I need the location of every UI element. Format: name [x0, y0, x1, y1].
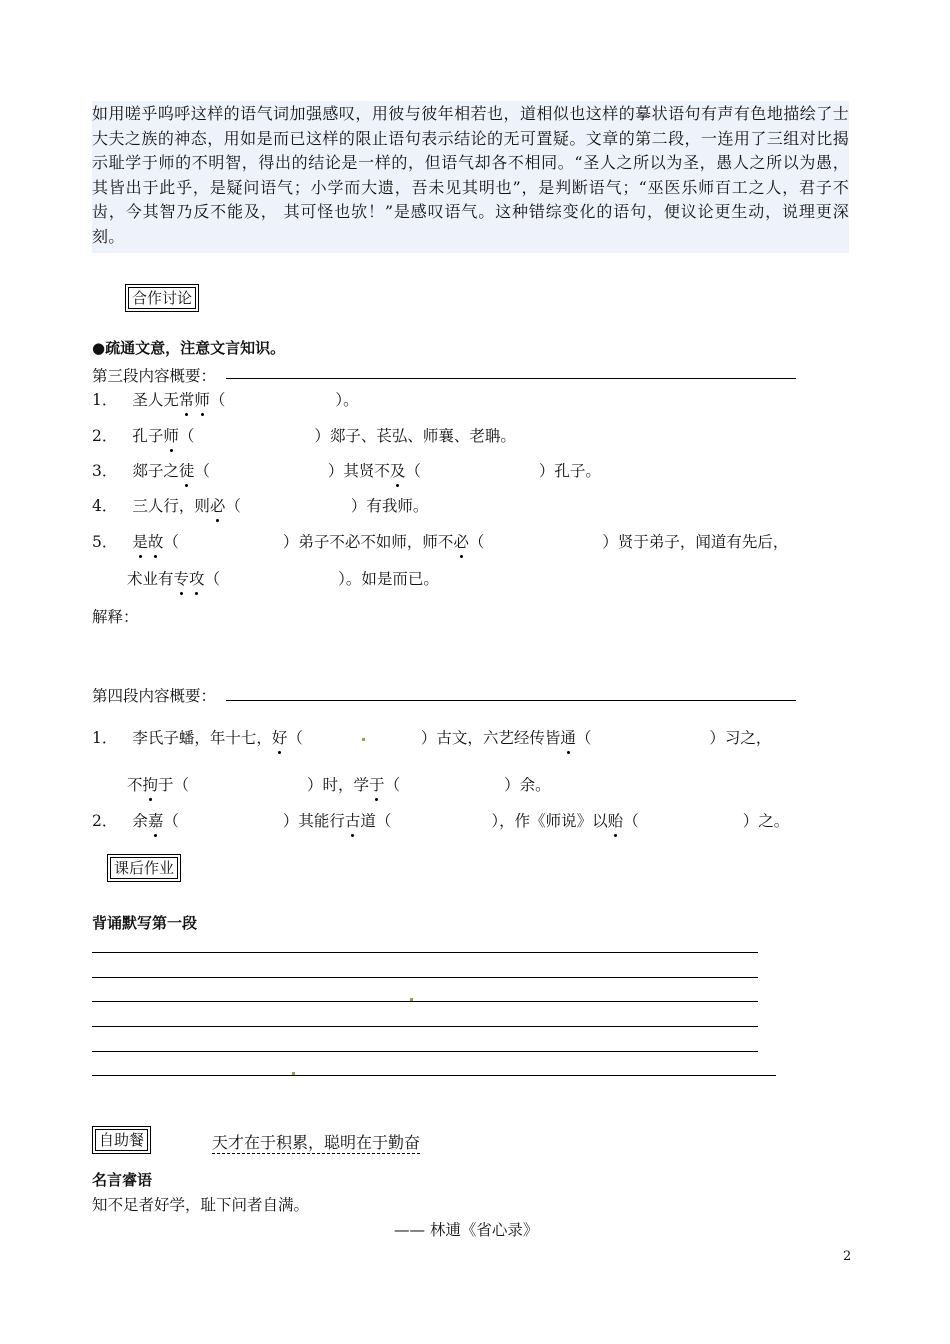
- highlight-marker: [362, 738, 365, 741]
- para4-summary-label: 第四段内容概要：: [92, 687, 217, 705]
- q3-item-3: 3． 郯子之徒（ ）其贤不及（ ）孔子。: [92, 459, 601, 481]
- q3-item-5: 5． 是故（ ）弟子不必不如师，师不必（ ）贤于弟子，闻道有先后，: [92, 530, 788, 552]
- q4-item-1-cont: 不拘于（ ）时，学于（ ）余。: [127, 773, 551, 795]
- q3-item-1: 1． 圣人无常师（ ）。: [92, 388, 359, 410]
- quote-heading: 名言睿语: [92, 1171, 153, 1189]
- highlight-marker: [292, 1072, 295, 1075]
- q4-item-1: 1． 李氏子蟠，年十七，好（ ）古文，六艺经传皆通（ ）习之，: [92, 726, 771, 748]
- writing-line[interactable]: [92, 1075, 776, 1076]
- writing-line[interactable]: [92, 1026, 758, 1027]
- quote-text: 知不足者好学，耻下问者自满。: [92, 1196, 310, 1214]
- para3-summary-label: 第三段内容概要：: [92, 367, 217, 385]
- writing-line[interactable]: [92, 1051, 758, 1052]
- bullet-heading: ●疏通文意，注意文言知识。: [92, 339, 286, 357]
- para4-summary-line[interactable]: [226, 700, 796, 701]
- section-title-homework: [110, 857, 178, 879]
- section-title-buffet: [95, 1129, 148, 1151]
- page-number: 2: [843, 1249, 852, 1264]
- intro-paragraph: 如用嗟乎呜呼这样的语气词加强感叹，用彼与彼年相若也，道相似也这样的摹状语句有声有色地描绘了士大夫之族的神态，用如是而已这样的限止语句表示结论的无可置疑。文章的第二段，一连用了三组对比揭示耻学于师的不明智，得出的结论是一样的，但语气却各不相同。“圣人之所以为圣，愚人之所以为愚，其皆出于此乎，是疑问语气；小学而大遗，吾未见其明也”，是判断语气；“巫医乐师百工之人，君子不齿，今其智乃反不能及， 其可怪也欤！”是感叹语气。这种错综变化的语句，便议论更生动，说理更深刻。: [92, 101, 849, 253]
- para3-summary-line[interactable]: [226, 378, 796, 379]
- q3-item-4: 4． 三人行，则必（ ）有我师。: [92, 494, 428, 516]
- recite-heading: 背诵默写第一段: [92, 914, 198, 932]
- section-title-discussion: [128, 287, 196, 309]
- q4-item-2: 2． 余嘉（ ）其能行古道（ ），作《师说》以贻（ ）之。: [92, 809, 789, 831]
- section-title-discussion-label: 合作讨论: [128, 287, 196, 309]
- quote-source: —— 林逋《省心录》: [394, 1221, 539, 1239]
- q3-item-2: 2． 孔子师（ ）郯子、苌弘、师襄、老聃。: [92, 424, 516, 446]
- q3-item-5-cont: 术业有专攻（ ）。如是而已。: [127, 567, 439, 589]
- explain-label: 解释：: [92, 608, 139, 626]
- highlight-marker: [410, 998, 413, 1001]
- writing-line[interactable]: [92, 977, 758, 978]
- motto: 天才在于积累，聪明在于勤奋: [212, 1130, 420, 1154]
- writing-line[interactable]: [92, 1001, 758, 1002]
- writing-line[interactable]: [92, 952, 758, 953]
- section-title-buffet-label: 自助餐: [95, 1129, 148, 1151]
- section-title-homework-label: 课后作业: [110, 857, 178, 879]
